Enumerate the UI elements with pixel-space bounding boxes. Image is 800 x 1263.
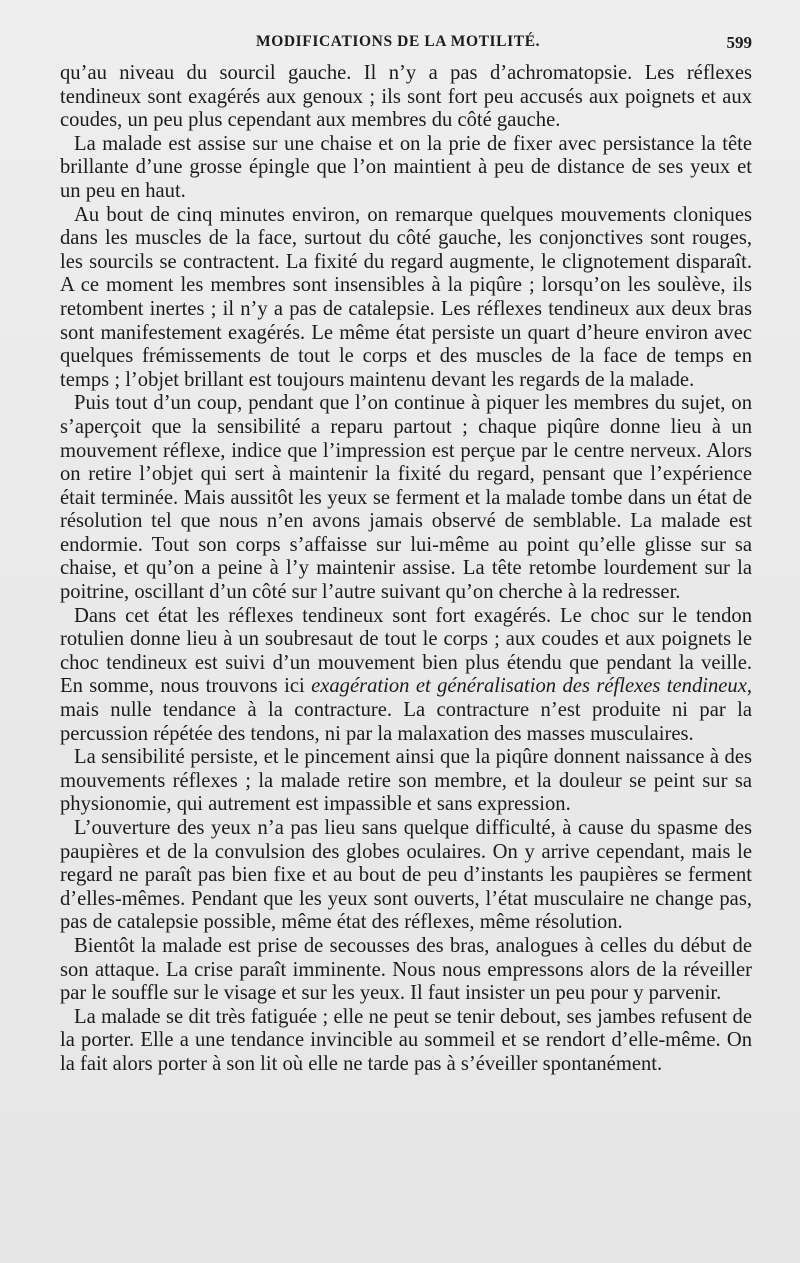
page-header [60,33,752,55]
paragraph-3: Au bout de cinq minutes environ, on remarque quelques mouvements cloniques dans les muscles de la face, surtout du côté gauche, les conjonctives sont rouges, les sourcils se contractent. La fixité du regard augmente, le clignotement disparaît. A ce moment les membres sont insensibles à la piqûre ; lorsqu’on les soulève, ils retombent inertes ; il n’y a pas de catalepsie. Les réflexes tendineux aux deux bras sont manifestement exagérés. Le même état persiste un quart d’heure environ avec quelques frémissements de tout le corps et des muscles de la face de temps en temps ; l’objet brillant est toujours maintenu devant les regards de la malade. [60,203,752,391]
paragraph-4: Puis tout d’un coup, pendant que l’on continue à piquer les membres du sujet, on s’aperçoit que la sensibilité a reparu partout ; chaque piqûre donne lieu à un mouvement réflexe, indice que l’impression est perçue par le centre nerveux. Alors on retire l’objet qui sert à maintenir la fixité du regard, pensant que l’expérience était terminée. Mais aussitôt les yeux se ferment et la malade tombe dans un état de résolution tel que nous n’en avons jamais observé de semblable. La malade est endormie. Tout son corps s’affaisse sur lui-même au point qu’elle glisse sur sa chaise, et qu’on a peine à l’y maintenir assise. La tête retombe lourdement sur la poitrine, oscillant d’un côté sur l’autre suivant qu’on cherche à la redresser. [60,392,752,604]
page-body [60,62,752,1077]
page-number: 599 [726,33,752,52]
paragraph-5-text-before: Dans cet état les réflexes tendineux sont fort exagérés. Le choc sur le tendon rotulien donne lieu à un soubresaut de tout le corps ; aux coudes et aux poignets le choc tendineux est suivi d’un mouvement bien plus étendu que pendant la veille. En somme, nous trouvons ici [60,604,752,698]
paragraph-5 [60,605,752,747]
paragraph-9: La malade se dit très fatiguée ; elle ne peut se tenir debout, ses jambes refusent de la porter. Elle a une tendance invincible au sommeil et se rendort d’elle-même. On la fait alors porter à son lit où elle ne tarde pas à s’éveiller spontanément. [60,1005,752,1075]
paragraph-8: Bientôt la malade est prise de secousses des bras, analogues à celles du début de son attaque. La crise paraît imminente. Nous nous empressons alors de la réveiller par le souffle sur le visage et sur les yeux. Il faut insister un peu pour y parvenir. [60,934,752,1005]
running-title: MODIFICATIONS DE LA MOTILITÉ. [256,33,541,50]
paragraph-5-emphasis: exagération et généralisation des réflexes tendineux, [311,675,752,698]
paragraph-6: La sensibilité persiste, et le pincement ainsi que la piqûre donnent naissance à des mouvements réflexes ; la malade retire son membre, et la douleur se peint sur sa physionomie, qui autrement est impassible et sans expression. [60,746,752,816]
paragraph-1: qu’au niveau du sourcil gauche. Il n’y a pas d’achromatopsie. Les réflexes tendineux sont exagérés aux genoux ; ils sont fort peu accusés aux poignets et aux coudes, un peu plus cependant aux membres du côté gauche. [60,62,752,132]
paragraph-5-text-after: mais nulle tendance à la contracture. La contracture n’est produite ni par la percussion répétée des tendons, ni par la malaxation des masses musculaires. [60,699,752,745]
paragraph-7: L’ouverture des yeux n’a pas lieu sans quelque difficulté, à cause du spasme des paupières et de la convulsion des globes oculaires. On y arrive cependant, mais le regard ne paraît pas bien fixe et au bout de peu d’instants les paupières se ferment d’elles-mêmes. Pendant que les yeux sont ouverts, l’état musculaire ne change pas, pas de catalepsie possible, même état des réflexes, même résolution. [60,817,752,934]
paragraph-2: La malade est assise sur une chaise et on la prie de fixer avec persistance la tête brillante d’une grosse épingle que l’on maintient à peu de distance de ses yeux et un peu en haut. [60,132,752,202]
